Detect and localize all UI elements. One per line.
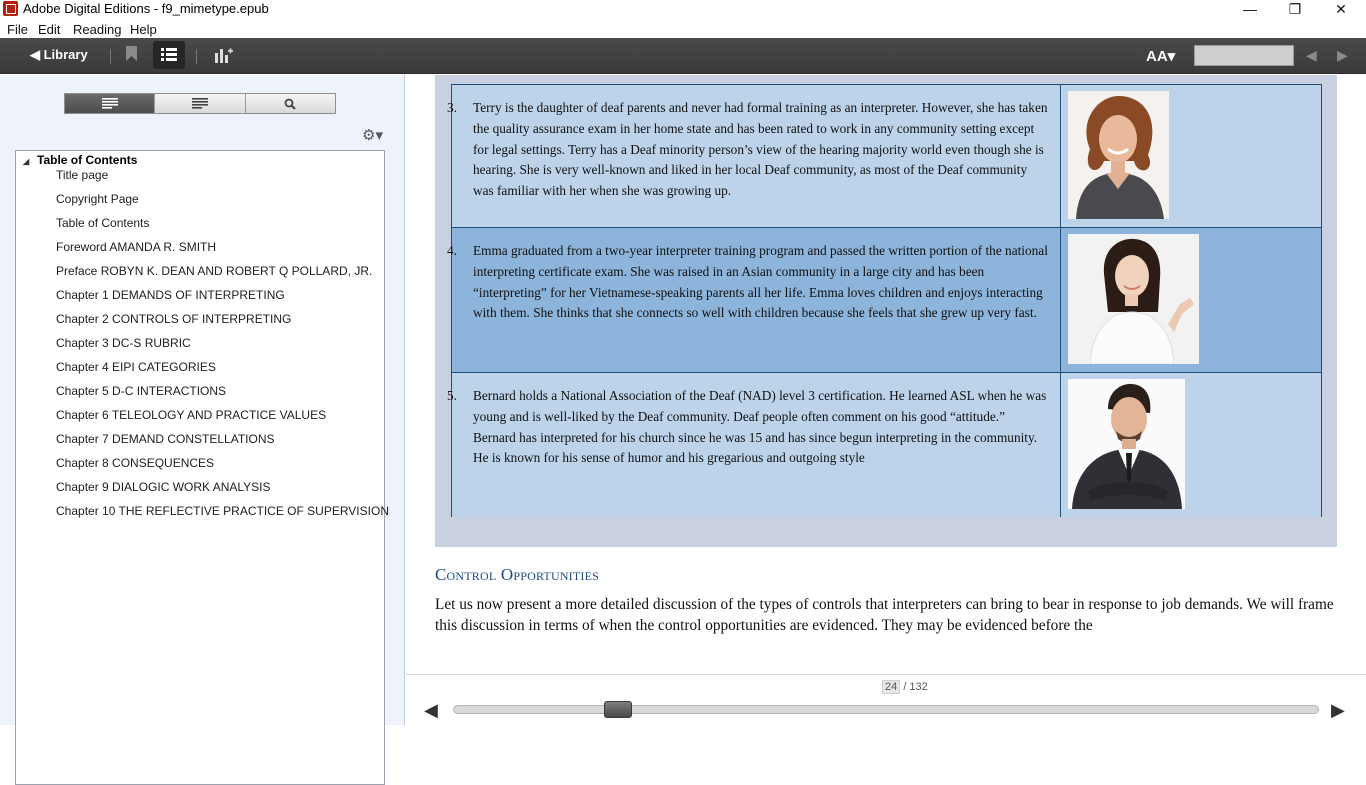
- toc-item[interactable]: Chapter 9 DIALOGIC WORK ANALYSIS: [56, 480, 271, 494]
- current-page-field[interactable]: 24: [882, 680, 900, 694]
- row-number: 5.: [447, 388, 457, 403]
- page-slider-thumb[interactable]: [604, 701, 632, 718]
- navigation-panel: [0, 75, 405, 725]
- reading-pane: [406, 75, 1366, 674]
- toc-item[interactable]: Chapter 5 D-C INTERACTIONS: [56, 384, 227, 398]
- panel-view-tabs: [64, 93, 336, 114]
- toc-root-label: Table of Contents: [37, 153, 138, 167]
- toc-item[interactable]: Chapter 10 THE REFLECTIVE PRACTICE OF SUPERVISION: [56, 504, 389, 518]
- row-number: 4.: [447, 243, 457, 258]
- toc-item[interactable]: Chapter 6 TELEOLOGY AND PRACTICE VALUES: [56, 408, 327, 422]
- menu-reading[interactable]: Reading: [73, 22, 122, 37]
- collapse-triangle-icon[interactable]: ◢: [23, 157, 30, 166]
- tab-search[interactable]: [246, 94, 335, 113]
- prev-page-toolbar-button[interactable]: ◀: [1306, 47, 1317, 63]
- add-chart-icon[interactable]: [215, 47, 233, 67]
- toolbar: [0, 38, 1366, 74]
- toc-item[interactable]: Chapter 4 EIPI CATEGORIES: [56, 360, 216, 374]
- table-cell-image: [1061, 228, 1321, 372]
- list-icon: [161, 48, 177, 62]
- table-cell-text: [447, 228, 1061, 372]
- table-cell-image: [1061, 373, 1321, 517]
- library-button[interactable]: ◀ Library: [30, 47, 88, 62]
- page-search-field[interactable]: [1194, 45, 1294, 66]
- toc-root[interactable]: [23, 153, 137, 167]
- toc-item[interactable]: Preface ROBYN K. DEAN AND ROBERT Q POLLARD, JR.: [56, 264, 373, 278]
- bookmark-icon[interactable]: [126, 46, 137, 65]
- menu-edit[interactable]: Edit: [38, 22, 61, 37]
- row-number: 3.: [447, 100, 457, 115]
- menu-file[interactable]: File: [7, 22, 28, 37]
- portrait-terry: [1068, 91, 1169, 219]
- page-indicator: [882, 681, 928, 693]
- toc-item[interactable]: Copyright Page: [56, 192, 139, 206]
- font-size-button[interactable]: AA▾: [1146, 48, 1176, 65]
- table-row: [447, 373, 1321, 517]
- toc-item[interactable]: Foreword AMANDA R. SMITH: [56, 240, 217, 254]
- toc-item[interactable]: Chapter 1 DEMANDS OF INTERPRETING: [56, 288, 285, 302]
- next-page-toolbar-button[interactable]: ▶: [1337, 47, 1348, 63]
- portrait-emma: [1068, 234, 1199, 364]
- section-heading: Control Opportunities: [435, 565, 600, 584]
- toc-item[interactable]: Chapter 8 CONSEQUENCES: [56, 456, 215, 470]
- row-text: Bernard holds a National Association of the Deaf (NAD) level 3 certification. He learned ASL when he was young and is well-liked by the Deaf community. Deaf people often comment on his good “attitude.” Bernard has interpreted for his church since he was 15 and has since begun interpreting in the community. He is known for his sense of humor and his gregarious and outgoing style: [473, 388, 1047, 466]
- toolbar-separator: [196, 49, 197, 64]
- row-text: Emma graduated from a two-year interpreter training program and passed the written portion of the national interpreting certificate exam. She was raised in an Asian community in a large city and has been “interpreting” for her Vietnamese-speaking parents all her life. Emma loves children and enjoys interacting with them. She thinks that she connects so well with children because she feels that she grew up very fast.: [473, 243, 1048, 321]
- portrait-bernard: [1068, 379, 1185, 509]
- toc-item[interactable]: Title page: [56, 168, 109, 182]
- page-navigation-bar: [406, 674, 1366, 725]
- menu-help[interactable]: Help: [130, 22, 157, 37]
- table-cell-image: [1061, 85, 1321, 227]
- toc-list: [15, 150, 389, 785]
- toc-item[interactable]: Table of Contents: [56, 216, 150, 230]
- menu-bar: [0, 20, 1366, 38]
- body-paragraph: Let us now present a more detailed discussion of the types of controls that interpreters can bring to bear in response to job demands. We will frame this discussion in terms of when the control opportunities are evidenced. They may be evidenced before the: [435, 596, 1334, 634]
- page-slider-track[interactable]: [453, 705, 1319, 714]
- prev-page-button[interactable]: ◀: [424, 700, 438, 720]
- search-icon: [284, 98, 296, 110]
- window-title: Adobe Digital Editions - f9_mimetype.epub: [23, 1, 269, 16]
- minimize-button[interactable]: —: [1243, 1, 1257, 17]
- toc-item[interactable]: Chapter 3 DC-S RUBRIC: [56, 336, 191, 350]
- table-cell-text: [447, 85, 1061, 227]
- toc-view-button[interactable]: [153, 41, 185, 69]
- interpreter-table: [447, 84, 1322, 517]
- tab-annotations[interactable]: [155, 94, 245, 113]
- annotations-icon: [192, 98, 208, 109]
- next-page-button[interactable]: ▶: [1331, 700, 1345, 720]
- table-row: [447, 228, 1321, 373]
- close-button[interactable]: ✕: [1335, 0, 1347, 17]
- restore-button[interactable]: ❐: [1288, 0, 1302, 17]
- table-cell-text: [447, 373, 1061, 517]
- toc-item[interactable]: Chapter 2 CONTROLS OF INTERPRETING: [56, 312, 292, 326]
- tab-toc[interactable]: [65, 94, 155, 113]
- toc-icon: [102, 98, 118, 109]
- total-pages: / 132: [903, 681, 928, 693]
- settings-gear-icon[interactable]: ⚙▾: [362, 127, 383, 144]
- table-row: [447, 85, 1321, 228]
- app-icon: [3, 1, 18, 16]
- row-text: Terry is the daughter of deaf parents and never had formal training as an interpreter. However, she has taken the quality assurance exam in her home state and has been rated to work in any community setting except for legal settings. Terry has a Deaf minority person’s view of the hearing majority world even though she is hearing. She is very well-known and liked in her local Deaf community, as most of the Deaf community was familiar with her when she was growing up.: [473, 100, 1048, 199]
- title-bar: [0, 0, 1366, 18]
- toc-item[interactable]: Chapter 7 DEMAND CONSTELLATIONS: [56, 432, 275, 446]
- toolbar-separator: [110, 49, 111, 64]
